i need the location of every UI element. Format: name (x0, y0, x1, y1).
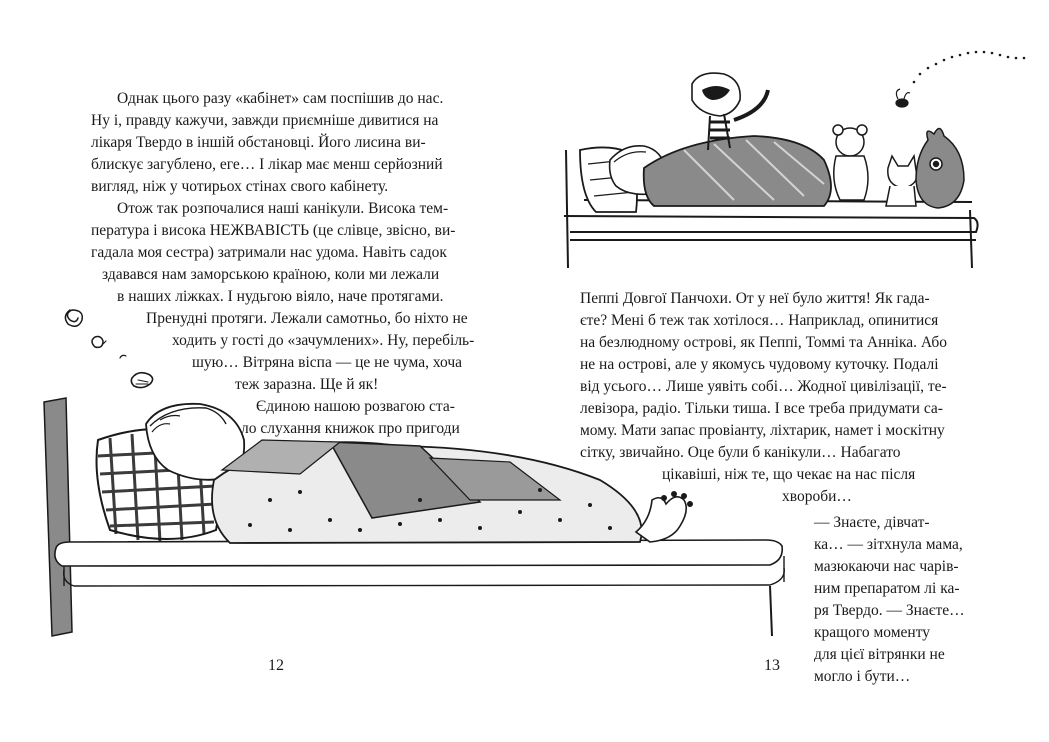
right-page (524, 0, 1049, 742)
text-line: сітку, звичайно. Оце були б канікули… Набагато (580, 444, 901, 461)
dialog-line: ря Твердо. — Знаєте… (814, 602, 965, 619)
text-line: від усього… Лише уявіть собі… Жодної цивілізації, те- (580, 378, 947, 395)
girl-in-bed-with-toys-drawing (524, 0, 1049, 742)
girl-sleeping-in-bed-drawing (0, 0, 524, 742)
text-line: шую… Вітряна віспа — це не чума, хоча (192, 354, 463, 371)
text-line: мому. Мати запас провіанту, ліхтарик, намет і москітну (580, 422, 945, 439)
dialog-line: для цієї вітрянки не (814, 646, 945, 663)
text-line: Однак цього разу «кабінет» сам поспішив до нас. (117, 90, 444, 107)
text-line: пература і висока НЕЖВАВІСТЬ (це слівце, звісно, ви- (91, 222, 456, 239)
text-line: лікаря Твердо в іншій обстановці. Його лисина ви- (91, 134, 426, 151)
dialog-line: — Знаєте, дівчат- (814, 514, 930, 531)
text-line: не на острові, але у якомусь чудовому куточку. Подалі (580, 356, 939, 373)
text-line: Єдиною нашою розвагою ста- (256, 398, 455, 415)
dialog-line: мазюкаючи нас чарів- (814, 558, 959, 575)
text-line: Ну і, правду кажучи, завжди приємніше дивитися на (91, 112, 439, 129)
text-line: блискує загублено, еге… І лікар має менш серйозний (91, 156, 443, 173)
dialog-line: ка… — зітхнула мама, (814, 536, 963, 553)
dialog-line: ним препаратом лі ка- (814, 580, 960, 597)
page-number: 13 (764, 657, 780, 674)
text-line: на безлюдному острові, як Пеппі, Томмі та Анніка. Або (580, 334, 947, 351)
text-line: єте? Мені б теж так хотілося… Наприклад, опинитися (580, 312, 939, 329)
page-number: 12 (268, 657, 284, 674)
left-page (0, 0, 524, 742)
text-line: Пренудні протяги. Лежали самотньо, бо ніхто не (146, 310, 468, 327)
text-line: левізора, радіо. Тільки тиша. І все треба придумати са- (580, 400, 943, 417)
text-line: ло слухання книжок про пригоди (241, 420, 460, 437)
text-line: ходить у гості до «зачумлених». Ну, перебіль- (172, 332, 475, 349)
text-line: в наших ліжках. І нудьгою віяло, наче протягами. (117, 288, 444, 305)
text-line: хвороби… (782, 488, 852, 505)
text-line: Отож так розпочалися наші канікули. Висока тем- (117, 200, 449, 217)
text-line: гадала моя сестра) затримали нас удома. Навіть садок (91, 244, 447, 261)
text-line: теж заразна. Ще й як! (235, 376, 379, 393)
text-line: здавався нам заморською країною, коли ми лежали (102, 266, 440, 283)
dialog-line: могло і бути… (814, 668, 911, 685)
text-line: вигляд, ніж у чотирьох стінах свого кабінету. (91, 178, 389, 195)
text-line: цікавіші, ніж те, що чекає на нас після (662, 466, 916, 483)
dialog-line: кращого моменту (814, 624, 931, 641)
text-line: Пеппі Довгої Панчохи. От у неї було життя! Як гада- (580, 290, 930, 307)
